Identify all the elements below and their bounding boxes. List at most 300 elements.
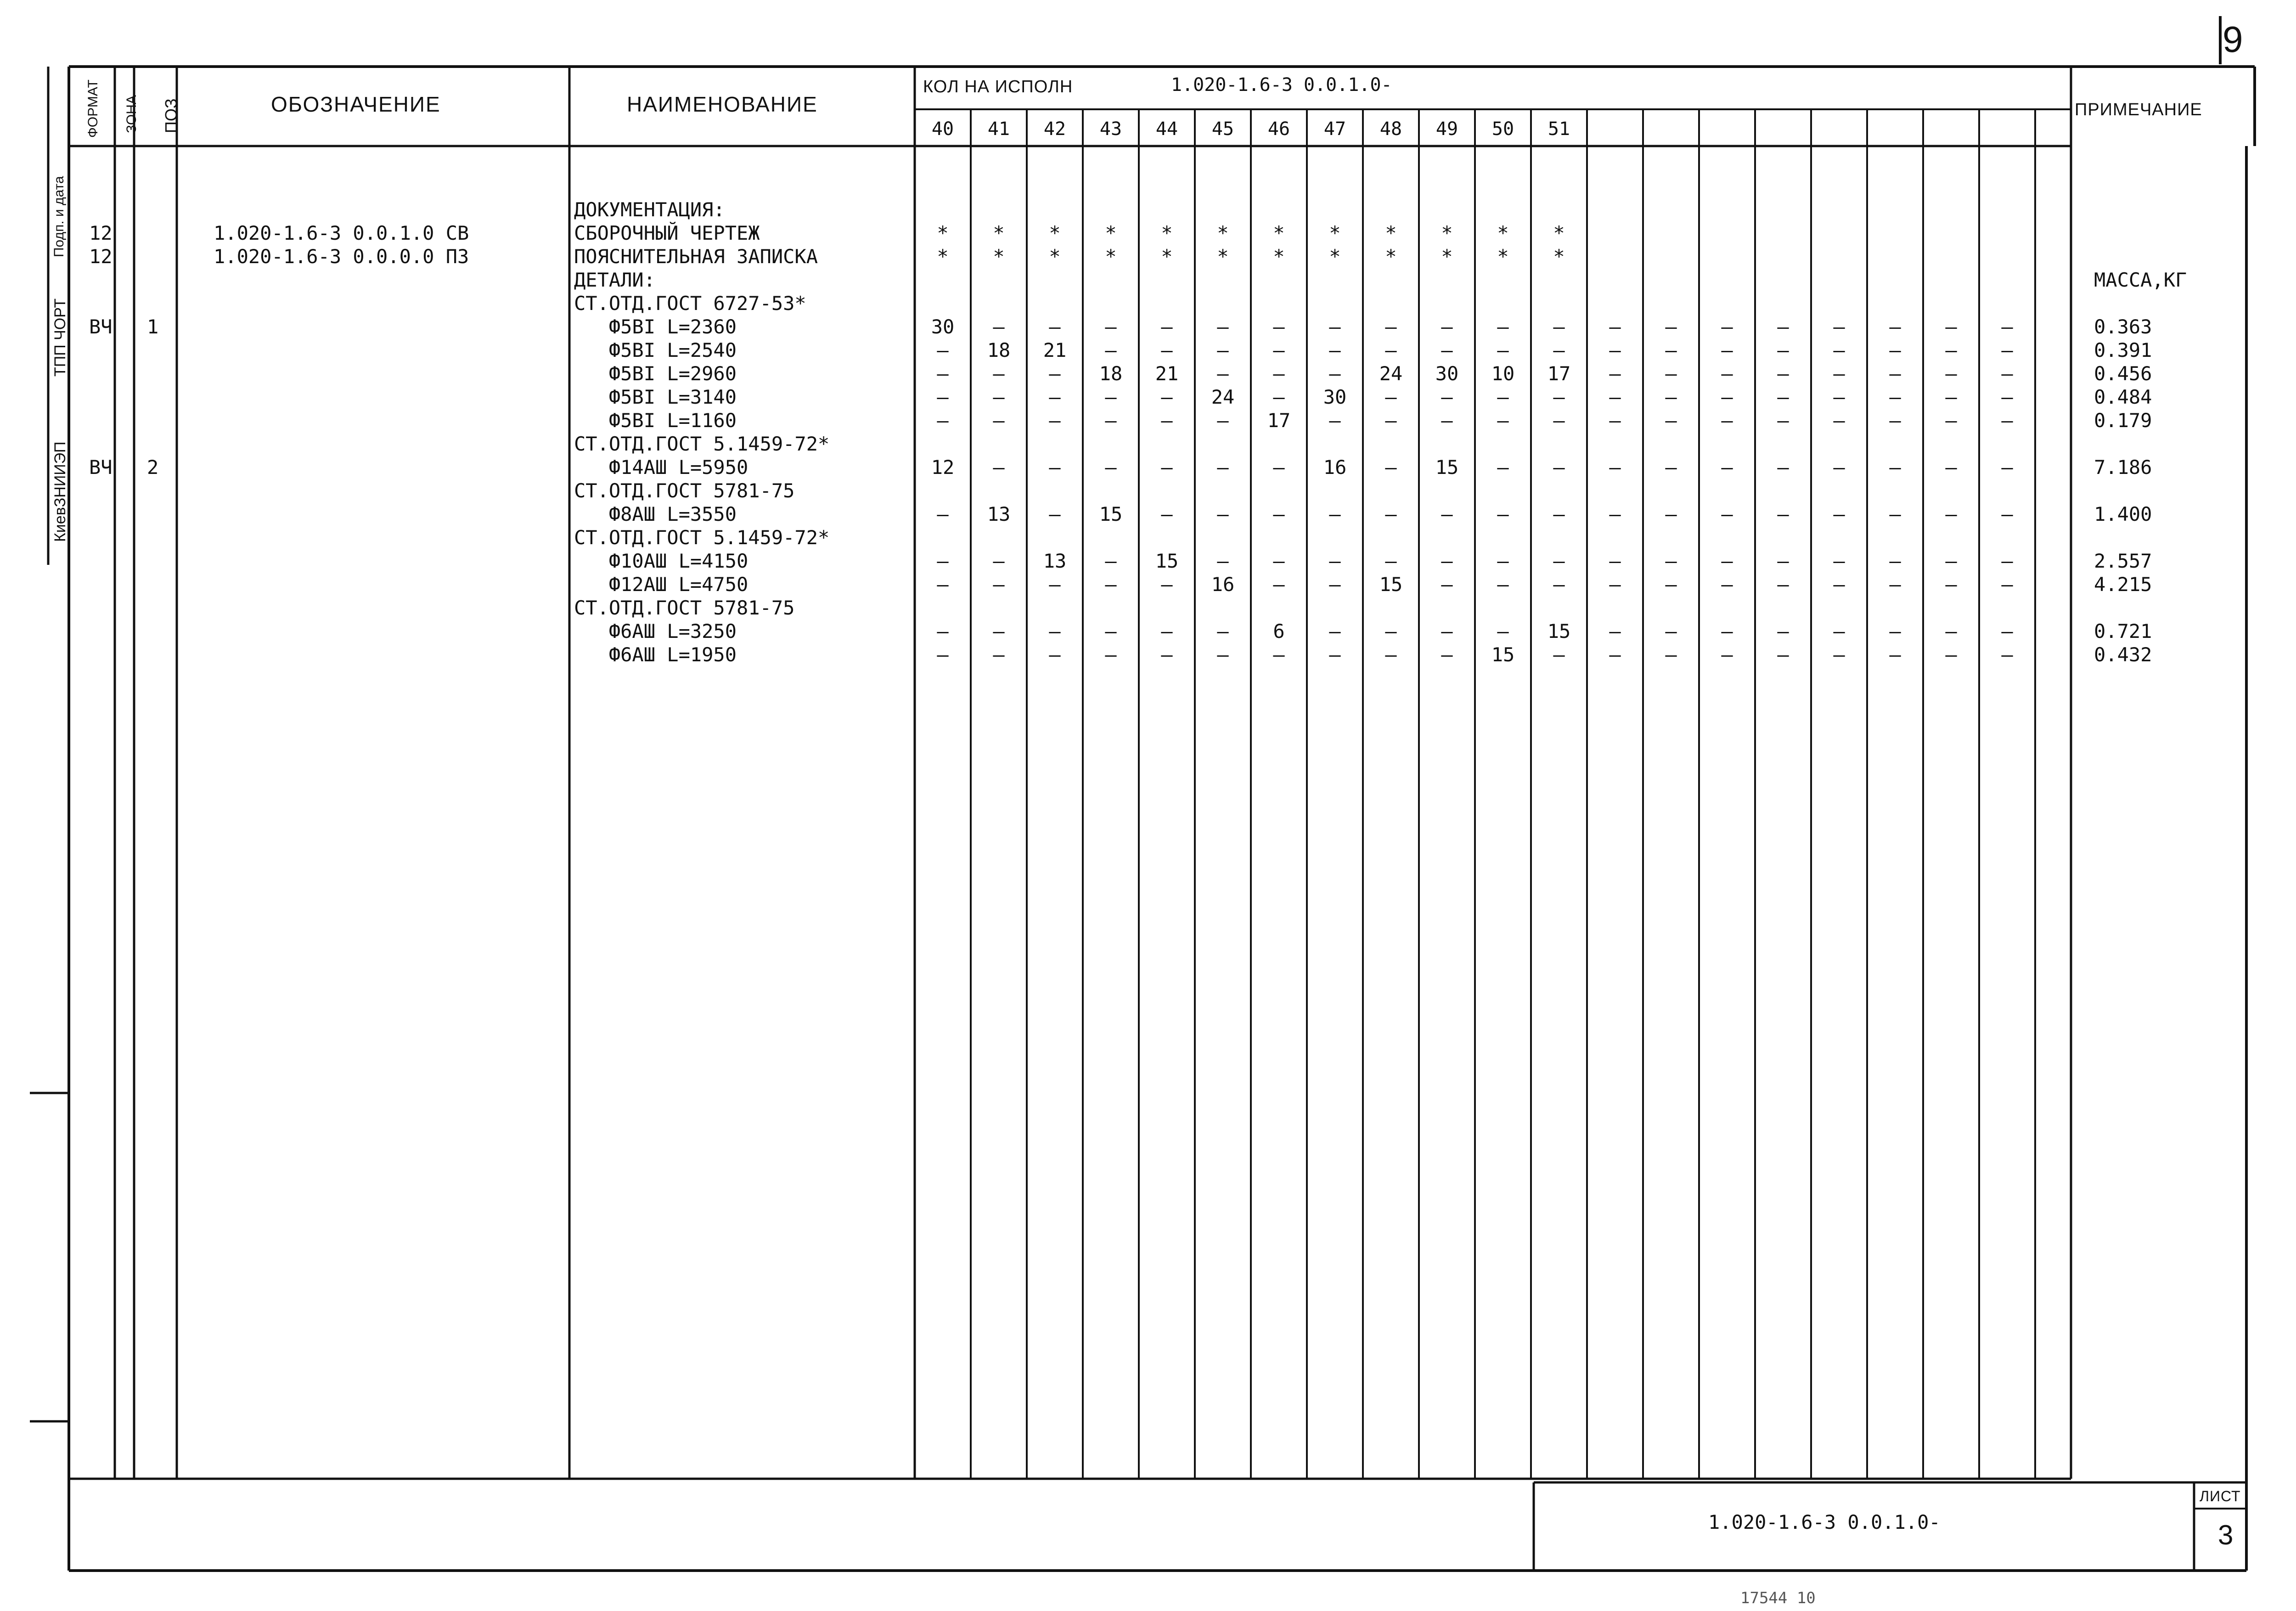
row-qty-empty: – <box>2001 315 2013 338</box>
row-qty-empty: – <box>1945 339 1957 361</box>
row-note: 7.186 <box>2094 456 2152 479</box>
row-qty: – <box>1105 315 1117 338</box>
variant-number: 44 <box>1155 118 1178 140</box>
row-note: 4.215 <box>2094 573 2152 596</box>
row-qty: * <box>1273 222 1285 244</box>
variant-number: 40 <box>931 118 954 140</box>
row-qty: * <box>1217 245 1229 268</box>
row-qty-empty: – <box>1889 620 1901 642</box>
row-format: ВЧ <box>89 315 113 338</box>
row-qty: – <box>1553 386 1565 408</box>
row-name: Ф6АШ L=1950 <box>574 643 737 666</box>
row-qty-empty: – <box>1777 620 1789 642</box>
row-qty: – <box>1441 643 1453 666</box>
row-name: Ф5ВI L=2360 <box>574 315 737 338</box>
row-qty: – <box>1105 456 1117 479</box>
row-qty-empty: – <box>1889 409 1901 432</box>
row-qty: 21 <box>1155 362 1179 385</box>
row-name: СБОРОЧНЫЙ ЧЕРТЕЖ <box>574 222 760 244</box>
row-qty: – <box>1329 362 1341 385</box>
row-qty: – <box>1273 643 1285 666</box>
row-qty-empty: – <box>1945 550 1957 572</box>
row-note: 1.400 <box>2094 503 2152 525</box>
row-qty: 15 <box>1379 573 1403 596</box>
row-qty: * <box>937 222 949 244</box>
row-format: 12 <box>89 245 113 268</box>
row-name: СТ.ОТД.ГОСТ 6727-53* <box>574 292 806 315</box>
row-qty-empty: – <box>1945 409 1957 432</box>
row-qty: * <box>1161 222 1173 244</box>
row-qty: * <box>1329 245 1341 268</box>
row-qty: – <box>1105 550 1117 572</box>
row-qty: – <box>1441 339 1453 361</box>
row-qty-empty: – <box>1889 643 1901 666</box>
header-format: ФОРМАТ <box>85 79 101 138</box>
row-qty-empty: – <box>1721 362 1733 385</box>
row-qty-empty: – <box>1609 339 1621 361</box>
row-qty: – <box>993 456 1005 479</box>
row-qty: – <box>1553 573 1565 596</box>
row-qty-empty: – <box>1721 503 1733 525</box>
row-qty: 13 <box>1043 550 1067 572</box>
row-qty: – <box>1273 362 1285 385</box>
row-qty-empty: – <box>1777 362 1789 385</box>
row-qty-empty: – <box>1889 339 1901 361</box>
page-number: 9 <box>2223 19 2244 60</box>
row-qty-empty: – <box>1609 386 1621 408</box>
row-qty-empty: – <box>2001 456 2013 479</box>
row-qty: 15 <box>1155 550 1179 572</box>
row-qty-empty: – <box>1665 550 1677 572</box>
variant-number: 48 <box>1379 118 1402 140</box>
row-qty: – <box>993 386 1005 408</box>
row-qty: 16 <box>1323 456 1347 479</box>
row-qty: – <box>1049 362 1061 385</box>
row-name: СТ.ОТД.ГОСТ 5.1459-72* <box>574 433 830 455</box>
row-qty: – <box>1273 339 1285 361</box>
row-note: МАССА,КГ <box>2094 269 2187 291</box>
row-qty-empty: – <box>1833 456 1845 479</box>
row-qty: – <box>1553 315 1565 338</box>
title-block-code: 1.020-1.6-3 0.0.1.0- <box>1708 1511 1941 1533</box>
row-qty-empty: – <box>1777 315 1789 338</box>
row-qty-empty: – <box>1833 573 1845 596</box>
row-qty-empty: – <box>1833 409 1845 432</box>
row-qty: – <box>993 620 1005 642</box>
row-qty: – <box>1049 386 1061 408</box>
row-qty: – <box>1553 339 1565 361</box>
row-qty: – <box>937 550 949 572</box>
row-qty: – <box>1329 315 1341 338</box>
row-qty-empty: – <box>1665 573 1677 596</box>
row-qty: – <box>1329 643 1341 666</box>
row-qty: – <box>1385 620 1397 642</box>
row-qty-empty: – <box>2001 573 2013 596</box>
row-qty: – <box>1497 456 1509 479</box>
row-qty: – <box>1497 386 1509 408</box>
row-qty: * <box>1049 222 1061 244</box>
row-qty: – <box>1441 409 1453 432</box>
row-qty: – <box>1105 409 1117 432</box>
row-name: Ф5ВI L=3140 <box>574 386 737 408</box>
variant-number: 41 <box>987 118 1010 140</box>
row-qty: – <box>1049 409 1061 432</box>
row-qty: – <box>1553 503 1565 525</box>
margin-signature: Подп. и дата <box>51 176 67 257</box>
row-note: 0.456 <box>2094 362 2152 385</box>
row-qty: – <box>1497 573 1509 596</box>
row-name: Ф10АШ L=4150 <box>574 550 748 572</box>
row-qty-empty: – <box>1777 386 1789 408</box>
row-qty: – <box>1161 409 1173 432</box>
variant-number: 51 <box>1548 118 1570 140</box>
row-qty: – <box>1441 620 1453 642</box>
row-designation: 1.020-1.6-3 0.0.0.0 ПЗ <box>214 245 469 268</box>
row-qty: – <box>993 362 1005 385</box>
row-qty-empty: – <box>1889 550 1901 572</box>
row-qty: * <box>1497 245 1509 268</box>
row-qty: – <box>937 643 949 666</box>
row-qty-empty: – <box>1777 643 1789 666</box>
row-qty: – <box>1273 315 1285 338</box>
row-qty: – <box>1161 386 1173 408</box>
row-note: 0.363 <box>2094 315 2152 338</box>
row-qty-empty: – <box>1609 315 1621 338</box>
row-qty: 18 <box>1099 362 1123 385</box>
row-name: Ф8АШ L=3550 <box>574 503 737 525</box>
variant-number: 46 <box>1267 118 1290 140</box>
row-qty: * <box>1161 245 1173 268</box>
row-qty: – <box>937 362 949 385</box>
row-qty: 12 <box>931 456 955 479</box>
row-designation: 1.020-1.6-3 0.0.1.0 СВ <box>214 222 469 244</box>
row-qty: – <box>937 339 949 361</box>
row-qty-empty: – <box>1609 550 1621 572</box>
row-qty: – <box>1161 643 1173 666</box>
row-name: Ф14АШ L=5950 <box>574 456 748 479</box>
row-qty: – <box>1385 339 1397 361</box>
row-qty: 15 <box>1435 456 1459 479</box>
row-qty: * <box>1105 222 1117 244</box>
row-qty-empty: – <box>1945 503 1957 525</box>
row-qty-empty: – <box>1833 386 1845 408</box>
row-name: СТ.ОТД.ГОСТ 5781-75 <box>574 479 795 502</box>
row-qty: – <box>1497 409 1509 432</box>
row-qty: * <box>1217 222 1229 244</box>
row-qty: – <box>1105 643 1117 666</box>
row-qty: – <box>1329 620 1341 642</box>
row-qty: – <box>1161 620 1173 642</box>
row-qty: – <box>1049 643 1061 666</box>
row-qty-empty: – <box>1945 386 1957 408</box>
row-qty: – <box>1329 503 1341 525</box>
header-note: ПРИМЕЧАНИЕ <box>2075 100 2202 119</box>
row-qty-empty: – <box>1777 409 1789 432</box>
footer-stamp: 17544 10 <box>1740 1589 1816 1607</box>
row-qty-empty: – <box>1833 620 1845 642</box>
row-qty: – <box>1553 550 1565 572</box>
variant-number: 42 <box>1043 118 1066 140</box>
row-qty-empty: – <box>1609 643 1621 666</box>
row-qty: – <box>1273 386 1285 408</box>
row-qty: – <box>1105 339 1117 361</box>
row-qty-empty: – <box>1721 339 1733 361</box>
row-qty: – <box>1105 620 1117 642</box>
row-name: Ф6АШ L=3250 <box>574 620 737 642</box>
row-qty: – <box>993 409 1005 432</box>
row-qty-empty: – <box>1721 315 1733 338</box>
variant-number: 45 <box>1211 118 1234 140</box>
row-qty: – <box>1441 573 1453 596</box>
row-qty: – <box>937 503 949 525</box>
row-qty: * <box>993 222 1005 244</box>
row-note: 0.432 <box>2094 643 2152 666</box>
row-pos: 2 <box>147 456 159 479</box>
row-qty-empty: – <box>1721 386 1733 408</box>
row-qty: – <box>1217 620 1229 642</box>
row-qty: 10 <box>1491 362 1515 385</box>
row-qty-empty: – <box>1833 503 1845 525</box>
row-qty: – <box>1497 620 1509 642</box>
row-qty-empty: – <box>1777 550 1789 572</box>
row-qty: – <box>1161 573 1173 596</box>
row-qty: – <box>1441 503 1453 525</box>
row-note: 0.484 <box>2094 386 2152 408</box>
row-qty: 15 <box>1099 503 1123 525</box>
row-qty-empty: – <box>1721 409 1733 432</box>
row-qty: – <box>993 573 1005 596</box>
sheet-number: 3 <box>2218 1520 2234 1550</box>
row-qty-empty: – <box>2001 643 2013 666</box>
row-qty-empty: – <box>1945 456 1957 479</box>
row-qty: – <box>1385 643 1397 666</box>
row-qty: * <box>1385 245 1397 268</box>
row-qty-empty: – <box>1945 620 1957 642</box>
row-qty: – <box>1161 339 1173 361</box>
row-qty: – <box>993 550 1005 572</box>
header-name: НАИМЕНОВАНИЕ <box>627 92 818 116</box>
row-qty: * <box>1105 245 1117 268</box>
row-qty-empty: – <box>1777 456 1789 479</box>
row-qty-empty: – <box>1609 362 1621 385</box>
row-qty-empty: – <box>1665 315 1677 338</box>
row-qty: – <box>1049 456 1061 479</box>
row-qty-empty: – <box>2001 620 2013 642</box>
row-qty-empty: – <box>1609 409 1621 432</box>
row-qty: 30 <box>1435 362 1459 385</box>
row-qty: – <box>1273 573 1285 596</box>
row-qty-empty: – <box>1777 573 1789 596</box>
row-note: 2.557 <box>2094 550 2152 572</box>
row-qty: * <box>1441 222 1453 244</box>
row-qty: – <box>1217 409 1229 432</box>
row-qty-empty: – <box>1833 550 1845 572</box>
row-qty-empty: – <box>1721 550 1733 572</box>
row-qty: 24 <box>1211 386 1235 408</box>
row-qty: – <box>1217 339 1229 361</box>
variant-number: 43 <box>1099 118 1122 140</box>
header-pos: ПОЗ <box>162 98 180 133</box>
row-note: 0.721 <box>2094 620 2152 642</box>
row-qty-empty: – <box>1665 339 1677 361</box>
row-qty-empty: – <box>2001 550 2013 572</box>
row-qty: – <box>1441 550 1453 572</box>
row-qty: – <box>1273 456 1285 479</box>
header-zone: ЗОНА <box>124 95 139 133</box>
row-qty: 21 <box>1043 339 1067 361</box>
row-qty: 18 <box>987 339 1011 361</box>
row-qty: – <box>1049 315 1061 338</box>
variant-number: 49 <box>1435 118 1458 140</box>
row-qty-empty: – <box>1777 339 1789 361</box>
row-qty: 17 <box>1547 362 1571 385</box>
row-qty: * <box>1049 245 1061 268</box>
row-qty: 15 <box>1547 620 1571 642</box>
row-qty: – <box>993 643 1005 666</box>
row-qty: * <box>1497 222 1509 244</box>
row-qty: 6 <box>1273 620 1285 642</box>
row-qty: 13 <box>987 503 1011 525</box>
row-qty: – <box>1385 503 1397 525</box>
row-qty: 30 <box>1323 386 1347 408</box>
row-qty: – <box>1329 573 1341 596</box>
row-name: ПОЯСНИТЕЛЬНАЯ ЗАПИСКА <box>574 245 818 268</box>
row-name: Ф12АШ L=4750 <box>574 573 748 596</box>
row-qty-empty: – <box>1889 573 1901 596</box>
row-qty: – <box>1217 643 1229 666</box>
row-qty: – <box>1329 409 1341 432</box>
row-qty: * <box>1553 245 1565 268</box>
header-designation: ОБОЗНАЧЕНИЕ <box>271 92 441 116</box>
row-qty: – <box>1385 456 1397 479</box>
row-qty-empty: – <box>1945 573 1957 596</box>
row-qty-empty: – <box>1609 573 1621 596</box>
row-qty: – <box>937 573 949 596</box>
row-qty: – <box>1217 315 1229 338</box>
row-qty: – <box>1553 456 1565 479</box>
row-qty-empty: – <box>1721 456 1733 479</box>
header-qty-label: КОЛ НА ИСПОЛН <box>923 77 1073 96</box>
row-qty-empty: – <box>1609 503 1621 525</box>
row-qty: 15 <box>1491 643 1515 666</box>
row-qty: – <box>1385 386 1397 408</box>
row-qty: * <box>1441 245 1453 268</box>
row-qty: – <box>1217 550 1229 572</box>
row-qty: * <box>1329 222 1341 244</box>
row-qty: – <box>1273 550 1285 572</box>
row-name: Ф5ВI L=1160 <box>574 409 737 432</box>
row-qty-empty: – <box>1721 620 1733 642</box>
margin-org-text: КиевЗНИИЭП <box>51 441 69 542</box>
row-qty: – <box>1161 503 1173 525</box>
row-qty: – <box>1441 386 1453 408</box>
row-qty: * <box>1385 222 1397 244</box>
row-qty: – <box>1049 620 1061 642</box>
row-qty: 17 <box>1267 409 1291 432</box>
row-qty: * <box>1553 222 1565 244</box>
row-qty-empty: – <box>1665 409 1677 432</box>
row-qty-empty: – <box>1665 456 1677 479</box>
row-qty-empty: – <box>2001 409 2013 432</box>
row-name: ДЕТАЛИ: <box>574 269 656 291</box>
row-qty-empty: – <box>1833 315 1845 338</box>
row-qty-empty: – <box>1889 456 1901 479</box>
row-qty: – <box>1217 362 1229 385</box>
row-qty: – <box>937 409 949 432</box>
row-qty-empty: – <box>1665 362 1677 385</box>
row-qty: – <box>1497 503 1509 525</box>
row-qty: – <box>1329 339 1341 361</box>
row-qty-empty: – <box>1665 386 1677 408</box>
row-qty-empty: – <box>1721 573 1733 596</box>
row-qty: * <box>937 245 949 268</box>
sheet-label: ЛИСТ <box>2200 1488 2241 1504</box>
row-qty-empty: – <box>1665 643 1677 666</box>
row-qty: – <box>1385 315 1397 338</box>
row-qty: 30 <box>931 315 955 338</box>
row-qty: – <box>1553 643 1565 666</box>
row-qty-empty: – <box>1833 643 1845 666</box>
row-qty-empty: – <box>1609 620 1621 642</box>
row-qty: – <box>1217 456 1229 479</box>
row-qty: * <box>1273 245 1285 268</box>
header-qty-code: 1.020-1.6-3 0.0.1.0- <box>1171 74 1392 96</box>
row-qty-empty: – <box>1889 503 1901 525</box>
row-qty-empty: – <box>1609 456 1621 479</box>
row-qty: – <box>1441 315 1453 338</box>
row-qty: – <box>1497 550 1509 572</box>
row-qty: – <box>1273 503 1285 525</box>
row-qty-empty: – <box>1665 503 1677 525</box>
row-qty: – <box>1161 315 1173 338</box>
row-qty: * <box>993 245 1005 268</box>
row-qty: – <box>1385 409 1397 432</box>
row-format: ВЧ <box>89 456 113 479</box>
row-pos: 1 <box>147 315 159 338</box>
row-qty-empty: – <box>1777 503 1789 525</box>
margin-top-text: ТПП ЧОРТ <box>51 298 69 377</box>
row-qty: – <box>1217 503 1229 525</box>
row-name: Ф5ВI L=2540 <box>574 339 737 361</box>
row-qty: – <box>1049 503 1061 525</box>
row-qty-empty: – <box>1833 362 1845 385</box>
row-qty-empty: – <box>1889 315 1901 338</box>
variant-number: 50 <box>1491 118 1514 140</box>
row-qty: – <box>1105 386 1117 408</box>
row-qty: – <box>1329 550 1341 572</box>
row-name: СТ.ОТД.ГОСТ 5781-75 <box>574 597 795 619</box>
row-qty-empty: – <box>1945 315 1957 338</box>
variant-number: 47 <box>1323 118 1346 140</box>
row-name: Ф5ВI L=2960 <box>574 362 737 385</box>
row-qty: – <box>1553 409 1565 432</box>
row-qty: – <box>1161 456 1173 479</box>
row-qty: – <box>937 620 949 642</box>
row-qty: – <box>1105 573 1117 596</box>
row-qty-empty: – <box>1665 620 1677 642</box>
row-qty-empty: – <box>1889 386 1901 408</box>
row-qty-empty: – <box>1833 339 1845 361</box>
row-qty: – <box>1497 339 1509 361</box>
row-qty: – <box>1385 550 1397 572</box>
row-format: 12 <box>89 222 113 244</box>
row-qty-empty: – <box>1889 362 1901 385</box>
row-qty-empty: – <box>2001 386 2013 408</box>
row-note: 0.179 <box>2094 409 2152 432</box>
row-qty: – <box>1497 315 1509 338</box>
row-qty: – <box>993 315 1005 338</box>
row-name: ДОКУМЕНТАЦИЯ: <box>574 198 725 221</box>
